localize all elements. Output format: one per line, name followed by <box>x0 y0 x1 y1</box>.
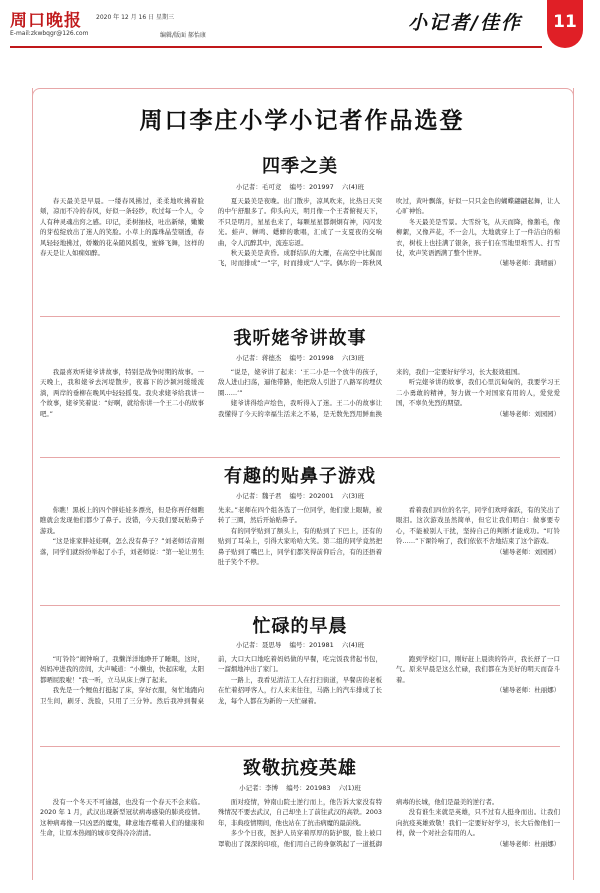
section-title: 小记者/佳作 <box>408 12 522 34</box>
paragraph: 夏天最美是夜晚。出门散步，凉风吹来，比热日天突的中午舒服多了。仰头向天，明月像一个王者俯视天下，不只是明月，星星也来了，每颗星星都炯炯有神，闪闪发光。蛙声、蝉鸣、蟋蟀的歌唱，汇成了一支夏夜的交响曲，令人沉醉其中，流连忘返。 <box>218 197 382 247</box>
issue-date: 2020 年 12 月 16 日 星期三 <box>96 14 174 21</box>
paragraph: 面对疫情，钟南山院士逆行而上，他告诉大家没有特殊情况不要去武汉，自己却坐上了前往武汉的高铁。2003 年，非典疫情期间，他也站在了抗击病魔的最前线。 <box>218 798 382 827</box>
article-divider <box>40 746 560 747</box>
paragraph: “说是，姥爷讲了起来：‘王二小是一个放牛的孩子，敌人进山扫荡，逼他带路，他把敌人引进了八路军的埋伏圈……’” <box>218 368 382 397</box>
article-divider <box>40 457 560 458</box>
teacher-credit: （辅导老师：龚晴丽） <box>496 259 560 268</box>
article-divider <box>40 605 560 606</box>
paragraph: 秋天最美是黄昏。成群结队的大雁，在高空中比翼而飞，时而排成“一”字，时而排成“人”字。偶尔的一阵秋风吹过，黄叶飘落，好似一只只金色的蝴蝶翩翩起舞，让人心旷神怡。 <box>218 197 560 268</box>
teacher-credit: （辅导老师：杜丽娜） <box>496 839 560 848</box>
page-header <box>0 0 600 48</box>
article-body <box>40 654 560 740</box>
page-title: 周口李庄小学小记者作品选登 <box>139 108 465 134</box>
editor-credit: 编辑/版面 郝怡康 <box>160 32 206 39</box>
masthead: 周口晚报 <box>10 11 82 31</box>
article-title: 致敬抗疫英雄 <box>243 758 357 779</box>
teacher-credit: （辅导老师：刘园园） <box>496 409 560 418</box>
article-title: 四季之美 <box>262 156 338 177</box>
contact-email: E-mail:zkwbqgr@126.com <box>10 30 89 37</box>
article-meta: 小记者：魏子君 编号：202001 六(3)班 <box>235 492 365 500</box>
paragraph: 春天最美是早晨。一缕春风拂过，柔柔地吹拂着脸颊，凉而不冷的春风，好似一条轻纱，吹过每一个人，令人有种灵魂出窍之感。印记，柔树抽枝，吐出新绿，嫩嫩的芽苞绽放出了迷人的笑脸。小草上的露珠晶莹剔透，春风轻轻地拂过，娇嫩的花朵随风摇曳，蜜蜂飞舞，这样的春天是让人如痴如醉。 <box>40 197 204 258</box>
page-number-badge: 11 <box>547 0 583 48</box>
paragraph: 看着我们四位的名字，同学们欢呼雀跃，有的笑出了眼泪。这次游戏虽然简单，但它让我们明白：做事要专心，不能被别人干扰，坚持自己的判断才能成功。“叮铃铃……”下课铃响了，我们依依不舍地结束了这个游戏。 <box>396 506 560 546</box>
paragraph: 一路上，我看见清洁工人在打扫街道，早餐店的老板在忙着招呼客人，行人来来往往，马路上的汽车排成了长龙，每个人都在为新的一天忙碌着。 <box>218 675 382 705</box>
article-divider <box>40 316 560 317</box>
paragraph: 冬天最美是雪景。大雪纷飞，从天而降，像鹅毛，像柳絮，又像芦花，不一会儿，大地就穿上了一件洁白的棉衣，树枝上也挂满了银条，孩子们在雪地里堆雪人、打雪仗，欢声笑语洒满了整个世界。 <box>396 217 560 258</box>
paragraph: 跑到学校门口，刚好赶上晨读的铃声，我长舒了一口气。原来早晨是这么忙碌，我们都在为美好的明天而奋斗着。 <box>396 655 560 684</box>
teacher-credit: （辅导老师：刘园园） <box>496 547 560 556</box>
paragraph: 姥爷讲得绘声绘色，我听得入了迷。王二小的故事让我懂得了今天的幸福生活来之不易，是无数先烈用鲜血换来的，我们一定要好好学习，长大报效祖国。 <box>218 368 524 418</box>
article-meta: 小记者：聂思导 编号：201981 六(4)班 <box>235 641 365 649</box>
paragraph: “这是谁家胖娃娃啊，怎么没有鼻子？”刘老师话音刚落，同学们就纷纷举起了小手，刘老师说：“第一轮让男生先来。”老师在四个组各选了一位同学，他们蒙上眼睛，被转了三圈，然后开始贴鼻子。 <box>40 506 382 556</box>
paragraph: 没有一个冬天不可逾越，也没有一个春天不会来临。2020 年 1 月，武汉出现新型冠状病毒感染的肺炎疫情。这种病毒像一只凶恶的魔鬼，肆意地吞噬着人们的健康和生命，让原本热闹的城市变得冷冷清清。 <box>40 798 204 838</box>
article-body <box>40 367 560 451</box>
article-body <box>40 505 560 599</box>
article-body <box>40 196 560 308</box>
article-meta: 小记者：毛可竞 编号：201997 六(4)班 <box>235 183 365 191</box>
article-body <box>40 797 560 879</box>
article-title: 我听姥爷讲故事 <box>233 328 367 349</box>
header-rule <box>10 46 542 48</box>
paragraph: “叮铃铃”闹钟响了，我懒洋洋地睁开了睡眼，这时，妈妈冲进我的房间，大声喊道：“小懒虫，快起床啦，太阳都晒屁股啦！”我一听，立马从床上弹了起来。 <box>40 655 204 684</box>
paragraph: 你瞧！黑板上的四个胖娃娃多漂亮，但是你再仔细瞧瞧就会发现他们都少了鼻子。没错，今天我们要玩贴鼻子游戏。 <box>40 506 204 535</box>
paragraph: 我最喜欢听姥爷讲故事，特别是战争时期的故事。一天晚上，我和姥爷去河堤散步，夜幕下的沙颍河缓缓流淌，两岸的垂柳在晚风中轻轻摇曳。我央求姥爷给我讲一个故事，姥爷笑着说：“好啊，就给你讲一个王二小的故事吧。” <box>40 368 204 418</box>
article-title: 有趣的贴鼻子游戏 <box>224 466 376 487</box>
article-meta: 小记者：李博 编号：201983 六(1)班 <box>239 784 361 792</box>
teacher-credit: （辅导老师：杜丽娜） <box>496 686 560 695</box>
paragraph: 多少个日夜，医护人员穿着厚厚的防护服，脸上被口罩勒出了深深的印痕，他们用自己的身躯筑起了一道抵御病毒的长城，他们是最美的逆行者。 <box>218 798 499 848</box>
paragraph: 听完姥爷讲的故事，我们心里沉甸甸的，我要学习王二小勇敢的精神，努力做一个对国家有用的人，爱党爱国，不辜负先烈的期望。 <box>396 378 560 408</box>
paragraph: 没有谁生来就是英雄，只不过有人挺身而出。让我们向抗疫英雄致敬！我们一定要好好学习，长大后像他们一样，做一个对社会有用的人。 <box>396 808 560 838</box>
paragraph: 有的同学贴到了额头上，有的贴到了下巴上，还有的贴到了耳朵上，引得大家哈哈大笑。第二组的同学竟然把鼻子贴到了嘴巴上，同学们都笑得前仰后合，有的还捂着肚子笑个不停。 <box>218 526 382 567</box>
article-meta: 小记者：蒋德杰 编号：201998 六(3)班 <box>235 354 365 362</box>
paragraph: 我先是一个鲤鱼打挺起了床，穿好衣服，匆忙地跑向卫生间，刷牙、洗脸，只用了三分钟。然后我冲到餐桌前，大口大口地吃着妈妈做的早餐，吃完饭我背起书包，一溜烟地冲出了家门。 <box>40 655 382 705</box>
article-title: 忙碌的早晨 <box>252 616 348 637</box>
